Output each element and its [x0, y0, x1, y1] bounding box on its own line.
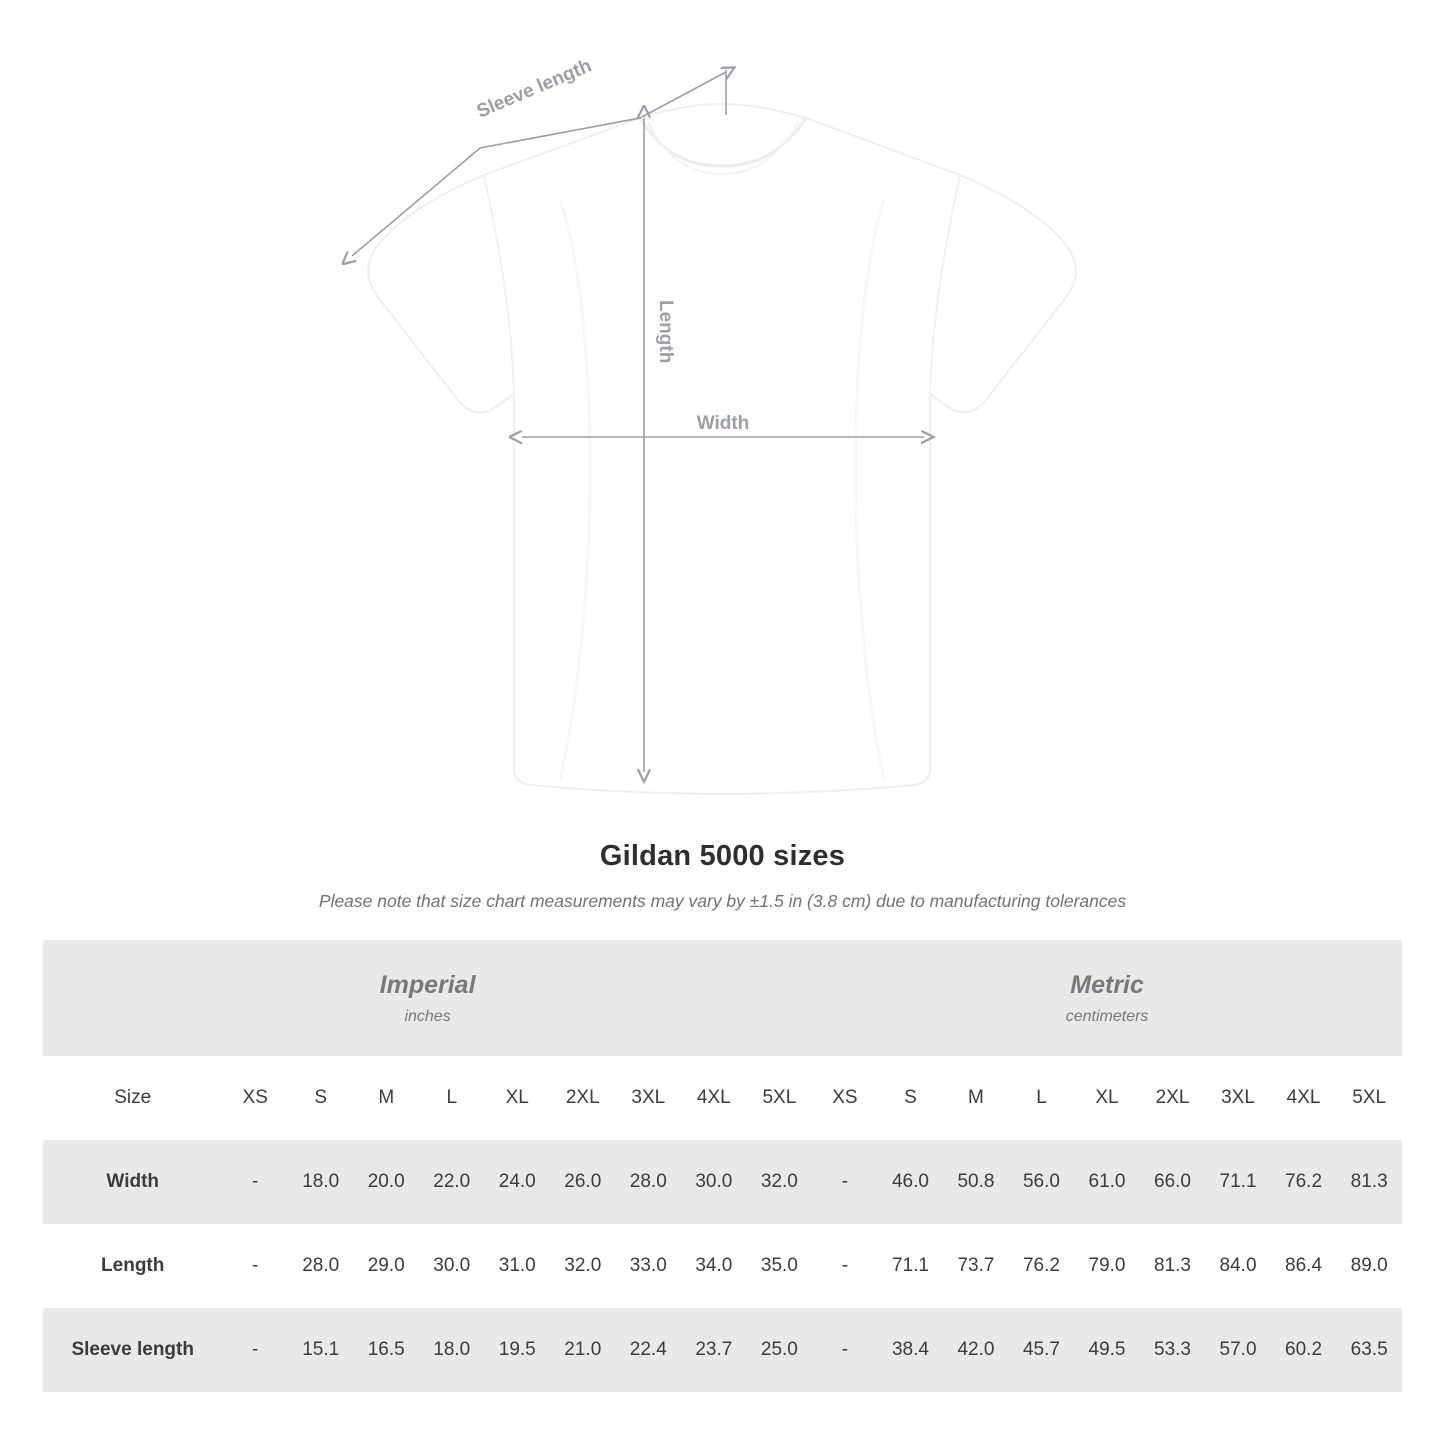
cell-sleeve-imperial-m: 16.5: [353, 1308, 419, 1392]
cell-sleeve-imperial-xl: 19.5: [485, 1308, 551, 1392]
imperial-label: Imperial: [379, 970, 476, 999]
cell-sleeve-metric-xl: 49.5: [1074, 1308, 1140, 1392]
page-title: Gildan 5000 sizes: [599, 840, 846, 872]
metric-unit: centimeters: [1065, 1007, 1149, 1025]
cell-sleeve-metric-l: 45.7: [1009, 1308, 1075, 1392]
cell-width-metric-4xl: 76.2: [1271, 1140, 1337, 1224]
col-imperial-xs: XS: [222, 1056, 288, 1140]
cell-width-imperial-xl: 24.0: [485, 1140, 551, 1224]
cell-length-imperial-5xl: 35.0: [747, 1224, 813, 1308]
row-label-sleeve-length: Sleeve length: [43, 1308, 222, 1392]
tshirt-shape: [368, 104, 1076, 794]
cell-sleeve-imperial-5xl: 25.0: [747, 1308, 813, 1392]
col-metric-xs: XS: [812, 1056, 878, 1140]
cell-length-metric-xs: -: [812, 1224, 878, 1308]
cell-length-metric-m: 73.7: [943, 1224, 1009, 1308]
cell-length-imperial-m: 29.0: [353, 1224, 419, 1308]
col-metric-5xl: 5XL: [1336, 1056, 1402, 1140]
cell-width-metric-2xl: 66.0: [1140, 1140, 1206, 1224]
cell-length-metric-5xl: 89.0: [1336, 1224, 1402, 1308]
cell-sleeve-imperial-2xl: 21.0: [550, 1308, 616, 1392]
row-label-length: Length: [43, 1224, 222, 1308]
col-imperial-s: S: [288, 1056, 354, 1140]
cell-length-imperial-xs: -: [222, 1224, 288, 1308]
cell-width-imperial-5xl: 32.0: [747, 1140, 813, 1224]
width-label: Width: [696, 413, 750, 434]
tolerance-note: Please note that size chart measurements may vary by ±1.5 in (3.8 cm) due to manufacturing tolerances: [318, 891, 1127, 911]
col-imperial-5xl: 5XL: [747, 1056, 813, 1140]
cell-length-metric-s: 71.1: [878, 1224, 944, 1308]
col-imperial-xl: XL: [485, 1056, 551, 1140]
col-metric-3xl: 3XL: [1205, 1056, 1271, 1140]
metric-group-header: [812, 940, 1402, 1056]
cell-length-imperial-2xl: 32.0: [550, 1224, 616, 1308]
cell-length-metric-xl: 79.0: [1074, 1224, 1140, 1308]
col-imperial-l: L: [419, 1056, 485, 1140]
cell-width-metric-xl: 61.0: [1074, 1140, 1140, 1224]
cell-width-imperial-s: 18.0: [288, 1140, 354, 1224]
cell-width-imperial-m: 20.0: [353, 1140, 419, 1224]
cell-sleeve-metric-m: 42.0: [943, 1308, 1009, 1392]
col-imperial-2xl: 2XL: [550, 1056, 616, 1140]
col-metric-4xl: 4XL: [1271, 1056, 1337, 1140]
cell-width-imperial-2xl: 26.0: [550, 1140, 616, 1224]
col-metric-s: S: [878, 1056, 944, 1140]
imperial-unit: inches: [404, 1007, 451, 1025]
cell-width-imperial-3xl: 28.0: [616, 1140, 682, 1224]
cell-length-imperial-4xl: 34.0: [681, 1224, 747, 1308]
cell-sleeve-imperial-l: 18.0: [419, 1308, 485, 1392]
col-metric-m: M: [943, 1056, 1009, 1140]
col-metric-2xl: 2XL: [1140, 1056, 1206, 1140]
cell-width-metric-l: 56.0: [1009, 1140, 1075, 1224]
col-imperial-m: M: [353, 1056, 419, 1140]
cell-width-metric-5xl: 81.3: [1336, 1140, 1402, 1224]
row-label-width: Width: [43, 1140, 222, 1224]
cell-length-metric-4xl: 86.4: [1271, 1224, 1337, 1308]
cell-sleeve-metric-2xl: 53.3: [1140, 1308, 1206, 1392]
cell-length-imperial-l: 30.0: [419, 1224, 485, 1308]
cell-sleeve-metric-5xl: 63.5: [1336, 1308, 1402, 1392]
cell-length-metric-2xl: 81.3: [1140, 1224, 1206, 1308]
col-imperial-3xl: 3XL: [616, 1056, 682, 1140]
imperial-group-header: [43, 940, 812, 1056]
cell-width-metric-3xl: 71.1: [1205, 1140, 1271, 1224]
cell-sleeve-imperial-3xl: 22.4: [616, 1308, 682, 1392]
cell-length-metric-3xl: 84.0: [1205, 1224, 1271, 1308]
cell-sleeve-imperial-xs: -: [222, 1308, 288, 1392]
cell-length-imperial-xl: 31.0: [485, 1224, 551, 1308]
cell-sleeve-imperial-s: 15.1: [288, 1308, 354, 1392]
cell-sleeve-metric-xs: -: [812, 1308, 878, 1392]
metric-label: Metric: [1070, 970, 1144, 999]
unit-header-row: [43, 940, 1402, 1056]
cell-length-imperial-s: 28.0: [288, 1224, 354, 1308]
size-table: [43, 940, 1402, 1392]
length-label: Length: [655, 300, 676, 364]
size-table-wrap: [43, 940, 1402, 1392]
cell-width-metric-s: 46.0: [878, 1140, 944, 1224]
cell-width-metric-m: 50.8: [943, 1140, 1009, 1224]
size-header-row: [43, 1056, 1402, 1140]
table-row: [43, 1140, 1402, 1224]
col-metric-xl: XL: [1074, 1056, 1140, 1140]
title-block: [0, 840, 1445, 912]
size-header-label: Size: [43, 1056, 222, 1140]
col-imperial-4xl: 4XL: [681, 1056, 747, 1140]
cell-length-imperial-3xl: 33.0: [616, 1224, 682, 1308]
cell-sleeve-metric-4xl: 60.2: [1271, 1308, 1337, 1392]
cell-length-metric-l: 76.2: [1009, 1224, 1075, 1308]
cell-sleeve-imperial-4xl: 23.7: [681, 1308, 747, 1392]
sleeve-length-label: Sleeve length: [473, 55, 595, 123]
cell-sleeve-metric-s: 38.4: [878, 1308, 944, 1392]
table-row: [43, 1308, 1402, 1392]
cell-width-imperial-xs: -: [222, 1140, 288, 1224]
col-metric-l: L: [1009, 1056, 1075, 1140]
cell-width-imperial-l: 22.0: [419, 1140, 485, 1224]
cell-width-imperial-4xl: 30.0: [681, 1140, 747, 1224]
table-row: [43, 1224, 1402, 1308]
cell-width-metric-xs: -: [812, 1140, 878, 1224]
cell-sleeve-metric-3xl: 57.0: [1205, 1308, 1271, 1392]
